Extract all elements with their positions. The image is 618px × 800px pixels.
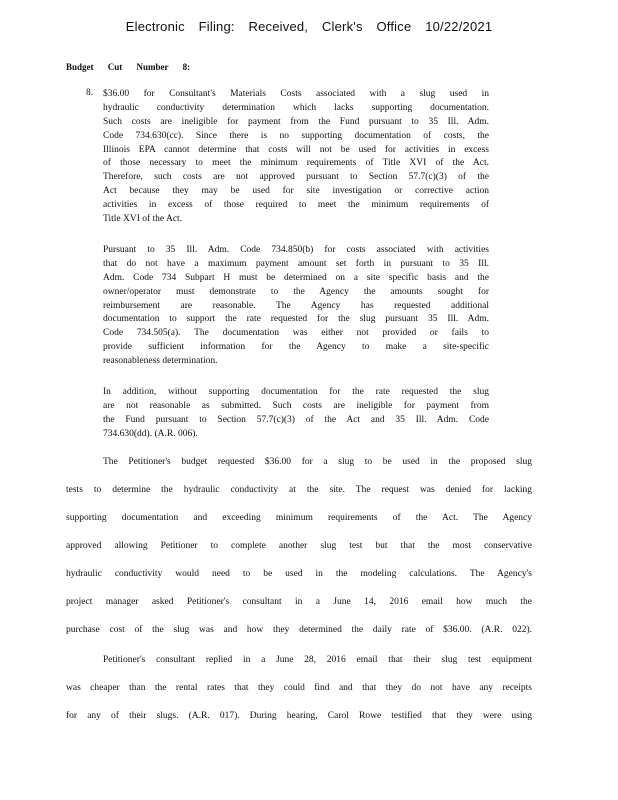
text-line: $36.00 for Consultant's Materials Costs associated with a slug used in <box>103 89 489 99</box>
text-line: Title XVI of the Act. <box>103 214 183 225</box>
text-line: Therefore, such costs are not approved pursuant to Section 57.7(c)(3) of the <box>103 172 489 183</box>
text-line: Illinois EPA cannot determine that costs will not be used for activities in excess <box>103 144 489 155</box>
text-line: the Fund pursuant to Section 57.7(c)(3) of the Act and 35 Ill. Adm. Code <box>103 414 489 425</box>
text-line: of those necessary to meet the minimum requirements of Title XVI of the Act. <box>103 158 489 169</box>
text-line: Adm. Code 734 Subpart H must be determined on a site specific basis and the <box>103 272 489 283</box>
text-line: are not reasonable as submitted. Such costs are ineligible for payment from <box>103 400 489 411</box>
text-line: supporting documentation and exceeding minimum requirements of the Act. The Agency <box>66 513 532 523</box>
text-line: tests to determine the hydraulic conductivity at the site. The request was denied for lacking <box>66 485 532 495</box>
text-line: purchase cost of the slug was and how they determined the daily rate of $36.00. (A.R. 022). <box>66 625 532 635</box>
quoted-paragraph-3 <box>103 386 489 442</box>
text-line: reimbursement are reasonable. The Agency has requested additional <box>103 300 489 311</box>
quoted-paragraph-1 <box>103 88 489 227</box>
text-line: Code 734.630(cc). Since there is no supporting documentation of costs, the <box>103 130 489 141</box>
text-line: Pursuant to 35 Ill. Adm. Code 734.850(b) for costs associated with activities <box>103 245 489 255</box>
text-line: In addition, without supporting documentation for the rate requested the slug <box>103 387 489 397</box>
text-line: for any of their slugs. (A.R. 017). During hearing, Carol Rowe testified that they were using <box>66 711 532 721</box>
text-line: project manager asked Petitioner's consultant in a June 14, 2016 email how much the <box>66 597 532 607</box>
text-line: was cheaper than the rental rates that they could find and that they do not have any receipts <box>66 683 532 693</box>
text-line: Such costs are ineligible for payment from the Fund pursuant to 35 Ill. Adm. <box>103 116 489 127</box>
filing-stamp: Electronic Filing: Received, Clerk's Office 10/22/2021 <box>125 19 493 34</box>
text-line: that do not have a maximum payment amount set forth in pursuant to 35 Ill. <box>103 258 489 269</box>
text-line: hydraulic conductivity determination which lacks supporting documentation. <box>103 102 489 113</box>
item-number: 8. <box>86 88 94 98</box>
quoted-paragraph-2 <box>103 244 489 369</box>
section-heading: Budget Cut Number 8: <box>66 62 191 72</box>
text-line: activities in excess of those required to meet the minimum requirements of <box>103 200 489 211</box>
text-line: owner/operator must demonstrate to the Agency the amounts sought for <box>103 286 489 297</box>
text-line: approved allowing Petitioner to complete another slug test but that the most conservative <box>66 541 532 551</box>
text-line: 734.630(dd). (A.R. 006). <box>103 428 198 439</box>
text-line: hydraulic conductivity would need to be used in the modeling calculations. The Agency's <box>66 569 532 579</box>
text-line: Code 734.505(a). The documentation was either not provided or fails to <box>103 328 489 339</box>
text-line: documentation to support the rate requested for the slug pursuant 35 Ill. Adm. <box>103 314 489 325</box>
text-line: provide sufficient information for the Agency to make a site-specific <box>103 342 489 353</box>
text-line: The Petitioner's budget requested $36.00 for a slug to be used in the proposed slug <box>103 457 532 467</box>
text-line: reasonableness determination. <box>103 356 218 367</box>
text-line: Act because they may be used for site investigation or corrective action <box>103 186 489 197</box>
text-line: Petitioner's consultant replied in a June 28, 2016 email that their slug test equipment <box>103 655 532 665</box>
